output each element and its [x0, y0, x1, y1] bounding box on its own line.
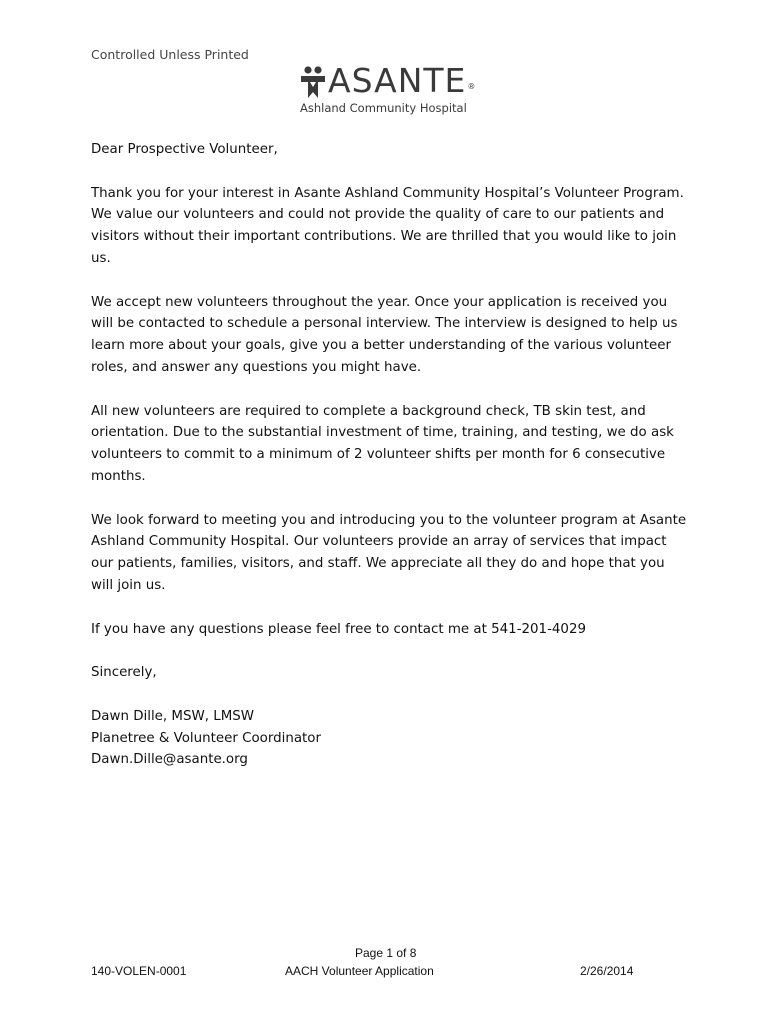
paragraph-requirements: All new volunteers are required to complete a background check, TB skin test, and orientation. Due to the substantial investment of time, training, and testing, we do ask volunteers to commit to a minimum of 2 volunteer shifts per month for 6 consecutive months. — [91, 403, 674, 484]
signer-title: Planetree & Volunteer Coordinator — [91, 730, 321, 746]
asante-figure-icon — [300, 65, 326, 99]
signer-email: Dawn.Dille@asante.org — [91, 752, 248, 768]
paragraph-contact: If you have any questions please feel free to contact me at 541-201-4029 — [91, 621, 586, 637]
document-date: 2/26/2014 — [580, 964, 634, 978]
paragraph-interview: We accept new volunteers throughout the year. Once your application is received you will be contacted to schedule a personal interview. The interview is designed to help us learn more about your goals, give you a better understanding of the various volunteer roles, and answer any questions you might have. — [91, 294, 678, 375]
logo-brand: ASANTE® — [328, 61, 477, 100]
paragraph-welcome: We look forward to meeting you and introducing you to the volunteer program at Asante Ashland Community Hospital. Our volunteers provide an array of services that impact our patients, families, visitors, and staff. We appreciate all they do and hope that you will join us. — [91, 512, 687, 593]
document-code: 140-VOLEN-0001 — [91, 964, 187, 978]
paragraph-thanks: Thank you for your interest in Asante Ashland Community Hospital’s Volunteer Program. We value our volunteers and could not provide the quality of care to our patients and visitors without their important contributions. We are thrilled that you would like to join us. — [91, 185, 684, 266]
signer-name: Dawn Dille, MSW, LMSW — [91, 708, 254, 724]
control-notice: Controlled Unless Printed — [91, 47, 249, 62]
registered-mark: ® — [467, 82, 477, 91]
salutation: Dear Prospective Volunteer, — [91, 142, 278, 157]
asante-logo — [300, 63, 480, 121]
logo-subtitle: Ashland Community Hospital — [300, 101, 467, 115]
page-number: Page 1 of 8 — [355, 946, 417, 960]
closing: Sincerely, — [91, 665, 157, 681]
document-title: AACH Volunteer Application — [285, 964, 434, 978]
letter-body — [91, 139, 691, 771]
